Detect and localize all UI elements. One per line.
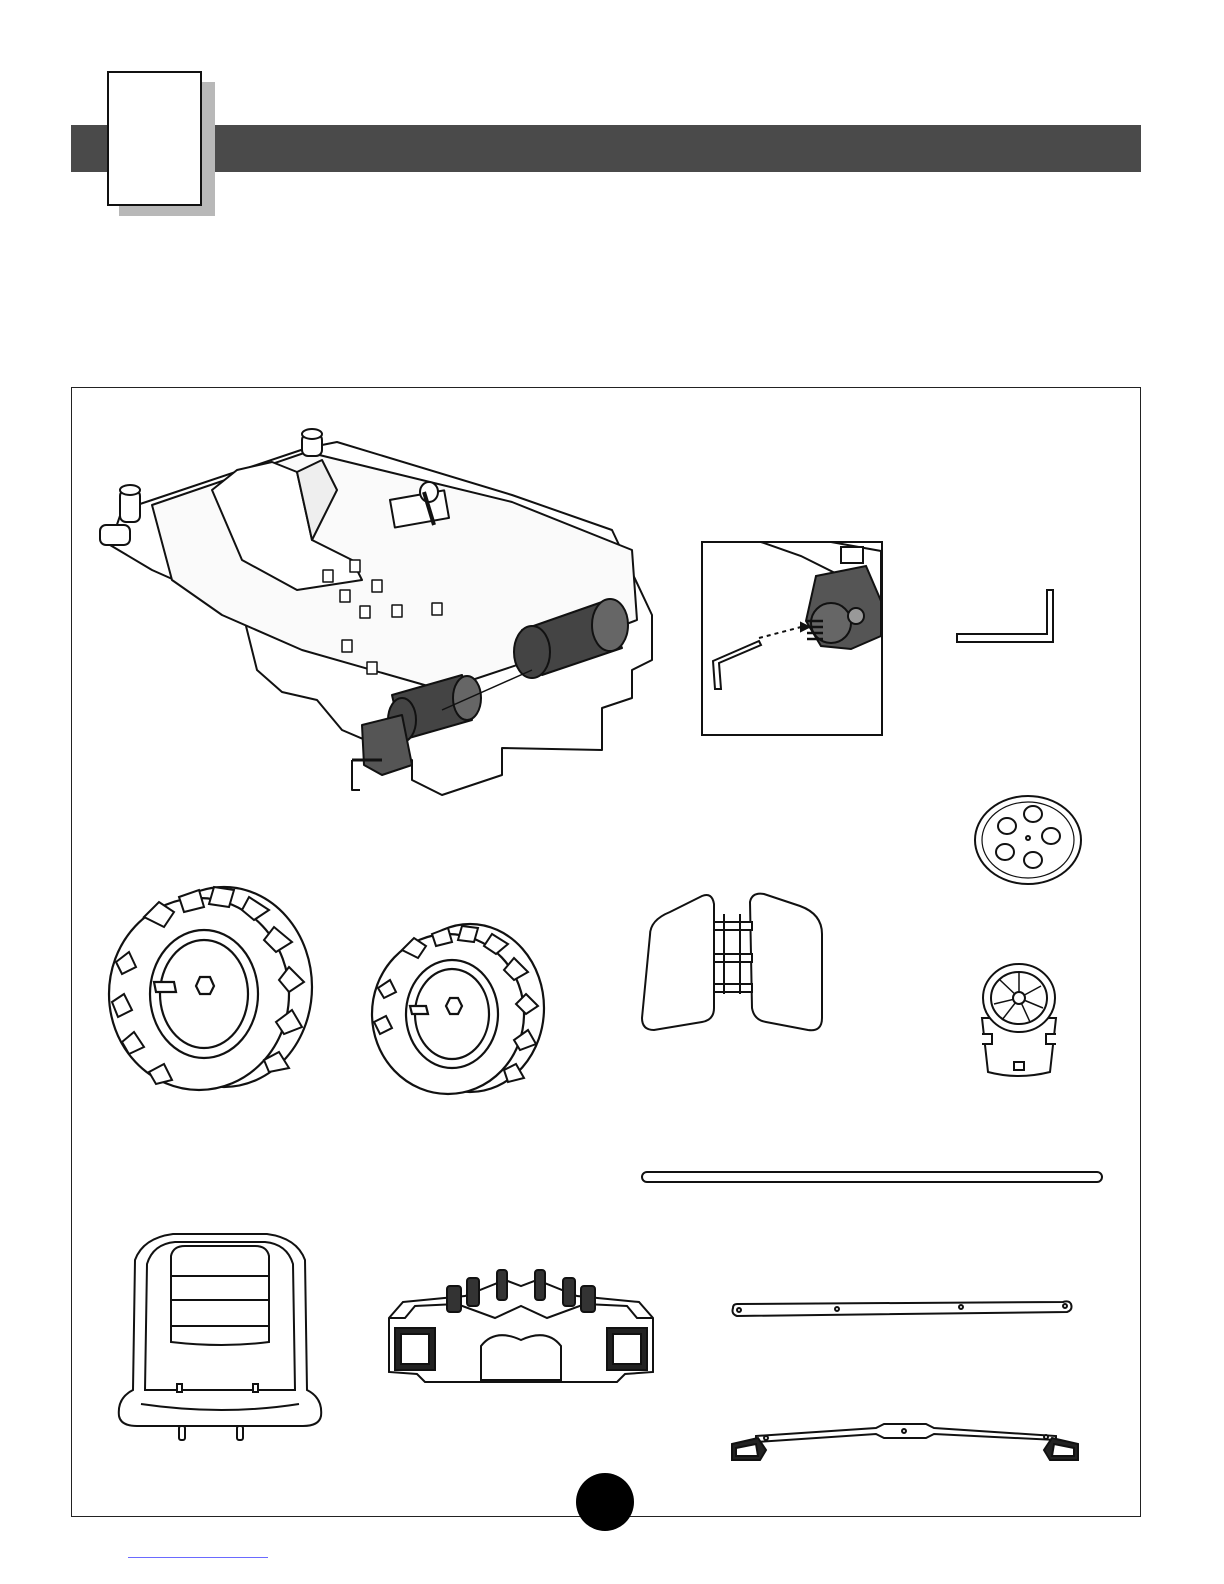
hubcap-illustration (973, 794, 1083, 886)
tie-bar-illustration (729, 1300, 1075, 1320)
seat-illustration (113, 1230, 327, 1448)
footrests-illustration (640, 890, 828, 1035)
header-bar (71, 125, 1141, 172)
step-number-box (107, 71, 202, 206)
bumper-bar-illustration (726, 1418, 1084, 1464)
footer-link-underline[interactable] (128, 1557, 268, 1558)
engine-cover-illustration (385, 1262, 657, 1392)
wheel-hub-illustration (978, 962, 1060, 1078)
page-number-badge (576, 1473, 634, 1531)
axle-rod-illustration (641, 1170, 1104, 1184)
tire-wheel-right-illustration (368, 922, 546, 1097)
hex-key-illustration (955, 588, 1060, 648)
hex-key-detail-inset (701, 541, 883, 736)
tire-wheel-left-illustration (104, 882, 316, 1094)
chassis-illustration (92, 430, 662, 820)
